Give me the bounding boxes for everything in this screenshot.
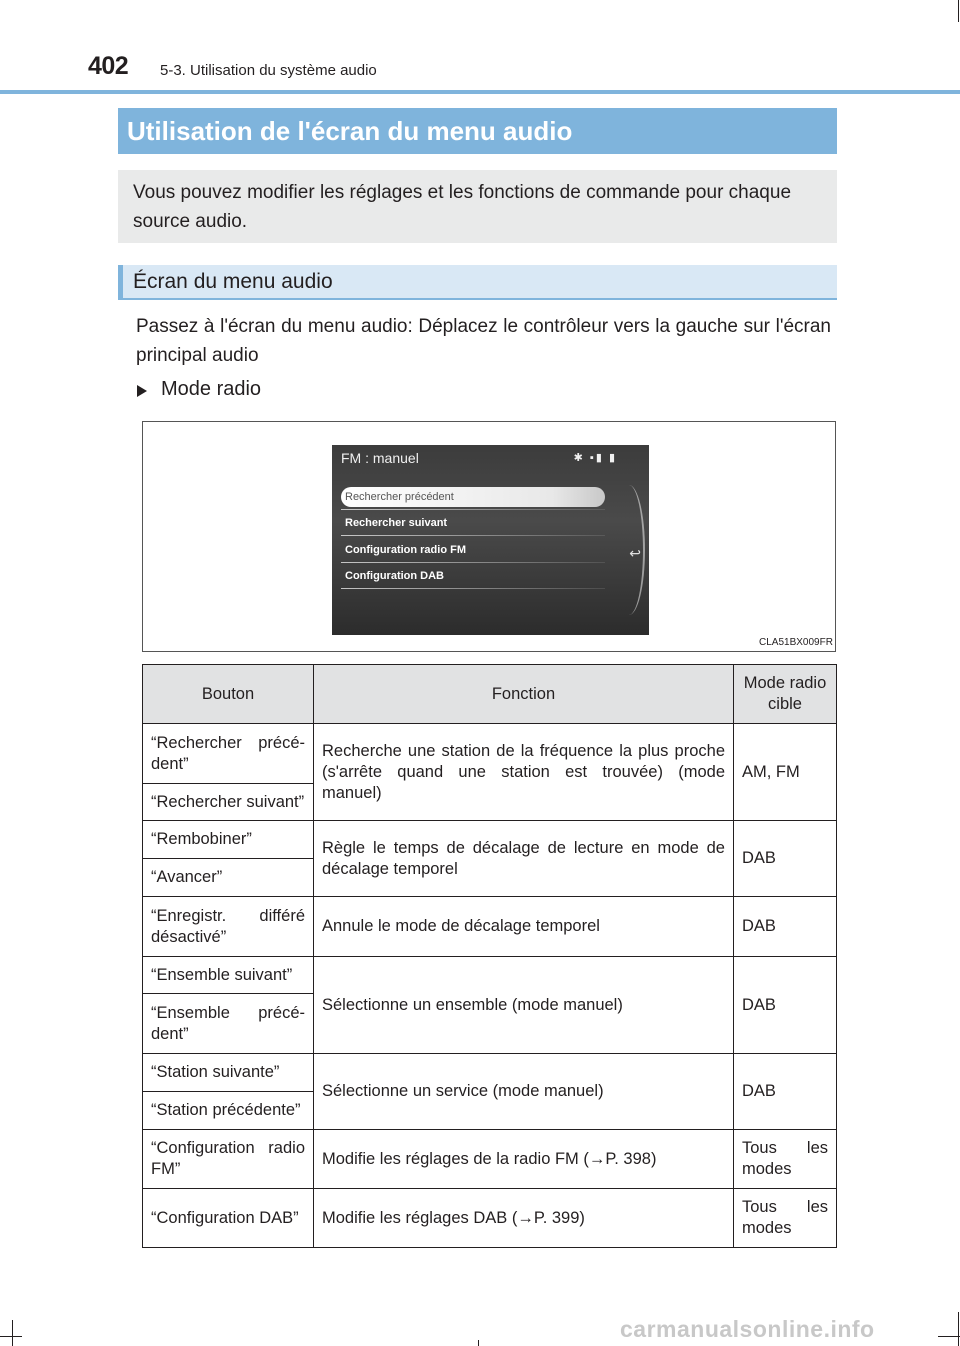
page-number: 402 (88, 52, 129, 80)
crop-mark (958, 1312, 959, 1346)
function-cell: Sélectionne un service (mode manuel) (314, 1054, 734, 1130)
figure-code: CLA51BX009FR (759, 637, 833, 648)
mode-cell: DAB (734, 957, 837, 1054)
mode-cell: DAB (734, 897, 837, 957)
mode-cell: AM, FM (734, 724, 837, 821)
header-bouton: Bouton (143, 665, 314, 724)
table-row (143, 1189, 837, 1248)
button-cell: “Configuration radio FM” (143, 1130, 314, 1189)
button-cell: “Rembobiner” (143, 821, 314, 859)
menu-divider (341, 509, 605, 510)
menu-divider (341, 535, 605, 536)
bullet-arrow-icon (137, 385, 147, 397)
header-rule (0, 90, 960, 94)
menu-item-rechercher-suivant[interactable]: Rechercher suivant (345, 517, 448, 529)
table-header-row (143, 665, 837, 724)
crop-mark (0, 1336, 22, 1337)
menu-item-configuration-radio-fm[interactable]: Configuration radio FM (345, 544, 466, 556)
function-cell: Règle le temps de décalage de lecture en mode de décalage temporel (314, 821, 734, 897)
function-cell: Modifie les réglages de la radio FM (→P. 398) (314, 1130, 734, 1189)
body-text: Passez à l'écran du menu audio: Déplacez le contrôleur vers la gauche sur l'écran principal audio (136, 316, 831, 366)
table-row (143, 897, 837, 957)
function-cell: Annule le mode de décalage temporel (314, 897, 734, 957)
button-cell: “Station précédente” (143, 1092, 314, 1130)
mode-cell: Tous les modes (734, 1130, 837, 1189)
button-cell: “Rechercher suivant” (143, 784, 314, 821)
table-row (143, 1130, 837, 1189)
table-row (143, 957, 837, 994)
crop-mark (478, 1340, 479, 1346)
back-icon[interactable]: ↩ (629, 545, 641, 561)
button-cell: “Configuration DAB” (143, 1189, 314, 1248)
button-cell: “Avancer” (143, 859, 314, 897)
status-icons: ✱ ▪▮ ▮ (573, 452, 617, 464)
header-mode: Mode radio cible (734, 665, 837, 724)
table-row (143, 724, 837, 784)
button-cell: “Rechercher précé-dent” (143, 724, 314, 784)
chapter-title: 5-3. Utilisation du système audio (160, 62, 377, 79)
function-cell: Modifie les réglages DAB (→P. 399) (314, 1189, 734, 1248)
button-cell: “Ensemble précé-dent” (143, 994, 314, 1054)
function-table (142, 664, 837, 1248)
mode-cell: Tous les modes (734, 1189, 837, 1248)
section-title: Utilisation de l'écran du menu audio (127, 116, 573, 146)
crop-mark (938, 1336, 960, 1337)
watermark-text: carmanualsonline.info (620, 1316, 875, 1342)
mode-cell: DAB (734, 821, 837, 897)
menu-item-rechercher-precedent[interactable]: Rechercher précédent (341, 487, 605, 507)
button-cell: “Ensemble suivant” (143, 957, 314, 994)
subsection-title: Écran du menu audio (133, 270, 333, 293)
crop-mark (958, 0, 959, 22)
header-fonction: Fonction (314, 665, 734, 724)
crop-mark (12, 1320, 13, 1346)
table-row (143, 821, 837, 859)
button-cell: “Enregistr. différé désactivé” (143, 897, 314, 957)
screen-title: FM : manuel (341, 450, 419, 466)
audio-menu-screen (332, 445, 649, 635)
function-cell: Sélectionne un ensemble (mode manuel) (314, 957, 734, 1054)
menu-item-configuration-dab[interactable]: Configuration DAB (345, 570, 444, 582)
menu-divider (341, 588, 605, 589)
table-row (143, 1054, 837, 1092)
menu-divider (341, 562, 605, 563)
function-cell: Recherche une station de la fréquence la plus proche (s'arrête quand une station est trouvée) (mode manuel) (314, 724, 734, 821)
mode-cell: DAB (734, 1054, 837, 1130)
button-cell: “Station suivante” (143, 1054, 314, 1092)
intro-text: Vous pouvez modifier les réglages et les fonctions de commande pour chaque source audio. (133, 182, 792, 232)
bullet-text: Mode radio (161, 378, 262, 400)
